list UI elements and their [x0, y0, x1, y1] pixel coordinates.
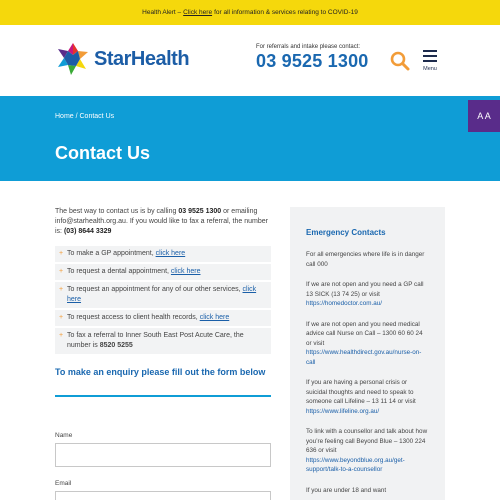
menu-label: Menu	[423, 66, 437, 72]
email-label: Email	[55, 480, 72, 487]
page-title: Contact Us	[55, 143, 151, 163]
referral-contact	[256, 44, 369, 72]
starhealth-logo[interactable]	[55, 41, 189, 77]
bullet-icon: +	[58, 268, 64, 275]
beyond-blue-paragraph	[306, 427, 429, 475]
intro-phone[interactable]: 03 9525 1300	[178, 208, 222, 215]
alert-suffix: for all information & services relating to COVID-19	[214, 9, 358, 16]
enquiry-heading: To make an enquiry please fill out the form below	[55, 367, 266, 377]
emergency-contacts-title: Emergency Contacts	[306, 228, 386, 237]
star-logo-icon	[55, 41, 91, 77]
intro-fax: (03) 8644 3329	[63, 228, 112, 235]
pac-fax-number: 8520 5255	[99, 342, 133, 349]
healthdirect-link[interactable]: https://www.healthdirect.gov.au/nurse-on-call	[306, 349, 422, 366]
list-item-content	[67, 331, 266, 351]
site-header	[0, 25, 500, 96]
search-icon	[389, 50, 411, 72]
bullet-icon: +	[58, 314, 64, 321]
list-item-content	[67, 249, 185, 259]
under-18-paragraph: If you are under 18 and want	[306, 486, 387, 494]
gp-appointment-link[interactable]: click here	[155, 250, 186, 257]
hamburger-icon	[423, 50, 437, 52]
covid-alert-bar	[0, 0, 500, 25]
list-item	[55, 328, 271, 356]
appointment-list	[55, 246, 271, 356]
list-item-content	[67, 267, 201, 277]
nurse-on-call-paragraph	[306, 320, 429, 368]
menu-button[interactable]	[421, 47, 439, 72]
name-label: Name	[55, 432, 73, 439]
alert-prefix: Health Alert –	[142, 9, 182, 16]
list-item-text: To request a dental appointment,	[67, 268, 169, 275]
list-item-text: To fax a referral to Inner South East Post Acute Care, the number is	[67, 332, 244, 349]
search-button[interactable]	[389, 50, 411, 72]
homedoctor-link[interactable]: https://homedoctor.com.au/	[306, 300, 382, 307]
name-input[interactable]	[55, 443, 271, 467]
list-item	[55, 246, 271, 264]
list-item-content	[67, 313, 229, 323]
logo-text: StarHealth	[94, 47, 190, 70]
referral-label: For referrals and intake please contact:	[256, 44, 361, 50]
intro-text-1: The best way to contact us is by calling	[55, 208, 177, 215]
covid-alert-link[interactable]: Click here	[183, 9, 213, 16]
hamburger-bar	[423, 55, 437, 57]
intro-text-2: or emailing	[223, 208, 258, 215]
health-records-link[interactable]: click here	[199, 314, 230, 321]
intro-text-3: . If you would like to fax a referral, the number is:	[55, 218, 268, 235]
list-item-content	[67, 285, 266, 305]
gp-after-hours-text: If we are not open and you need a GP call 13 SICK (13 74 25) or visit	[306, 281, 424, 298]
list-item-text: To request access to client health records,	[67, 314, 198, 321]
accessibility-text-size-button[interactable]	[468, 100, 500, 132]
lifeline-text: If you are having a personal crisis or suicidal thoughts and need to speak to someone call Lifeline – 13 11 14 or visit	[306, 379, 416, 405]
bullet-icon: +	[58, 286, 64, 293]
main-content	[55, 207, 271, 500]
referral-phone[interactable]: 03 9525 1300	[256, 51, 369, 71]
nurse-on-call-text: If we are not open and you need medical advice call Nurse on Call – 1300 60 60 24 or visit	[306, 320, 423, 347]
intro-email-link[interactable]: info@starhealth.org.au	[55, 218, 126, 225]
enquiry-divider	[55, 395, 271, 397]
lifeline-paragraph	[306, 378, 429, 416]
other-services-link[interactable]: click here	[67, 286, 257, 303]
hamburger-bar	[423, 60, 437, 62]
list-item-text: To request an appointment for any of our other services,	[67, 286, 241, 293]
page-hero	[0, 96, 500, 181]
beyond-blue-link[interactable]: https://www.beyondblue.org.au/get-support/talk-to-a-counsellor	[306, 456, 405, 473]
bullet-icon: +	[58, 250, 64, 257]
list-item-text: To make a GP appointment,	[67, 250, 154, 257]
text-size-icon: A A	[477, 111, 491, 121]
list-item	[55, 310, 271, 328]
bullet-icon: +	[58, 332, 64, 339]
list-item	[55, 264, 271, 282]
beyond-blue-text: To link with a counsellor and talk about how you’re feeling call Beyond Blue – 1300 224 636 or visit	[306, 428, 428, 454]
emergency-paragraph: For all emergencies where life is in danger call 000	[306, 251, 425, 268]
contact-intro	[55, 207, 271, 237]
list-item	[55, 282, 271, 310]
dental-appointment-link[interactable]: click here	[170, 268, 201, 275]
emergency-contacts-panel	[290, 207, 445, 500]
lifeline-link[interactable]: https://www.lifeline.org.au/	[306, 407, 380, 415]
gp-after-hours-paragraph	[306, 280, 429, 309]
email-input[interactable]	[55, 491, 271, 500]
breadcrumb[interactable]: Home / Contact Us	[55, 113, 115, 120]
